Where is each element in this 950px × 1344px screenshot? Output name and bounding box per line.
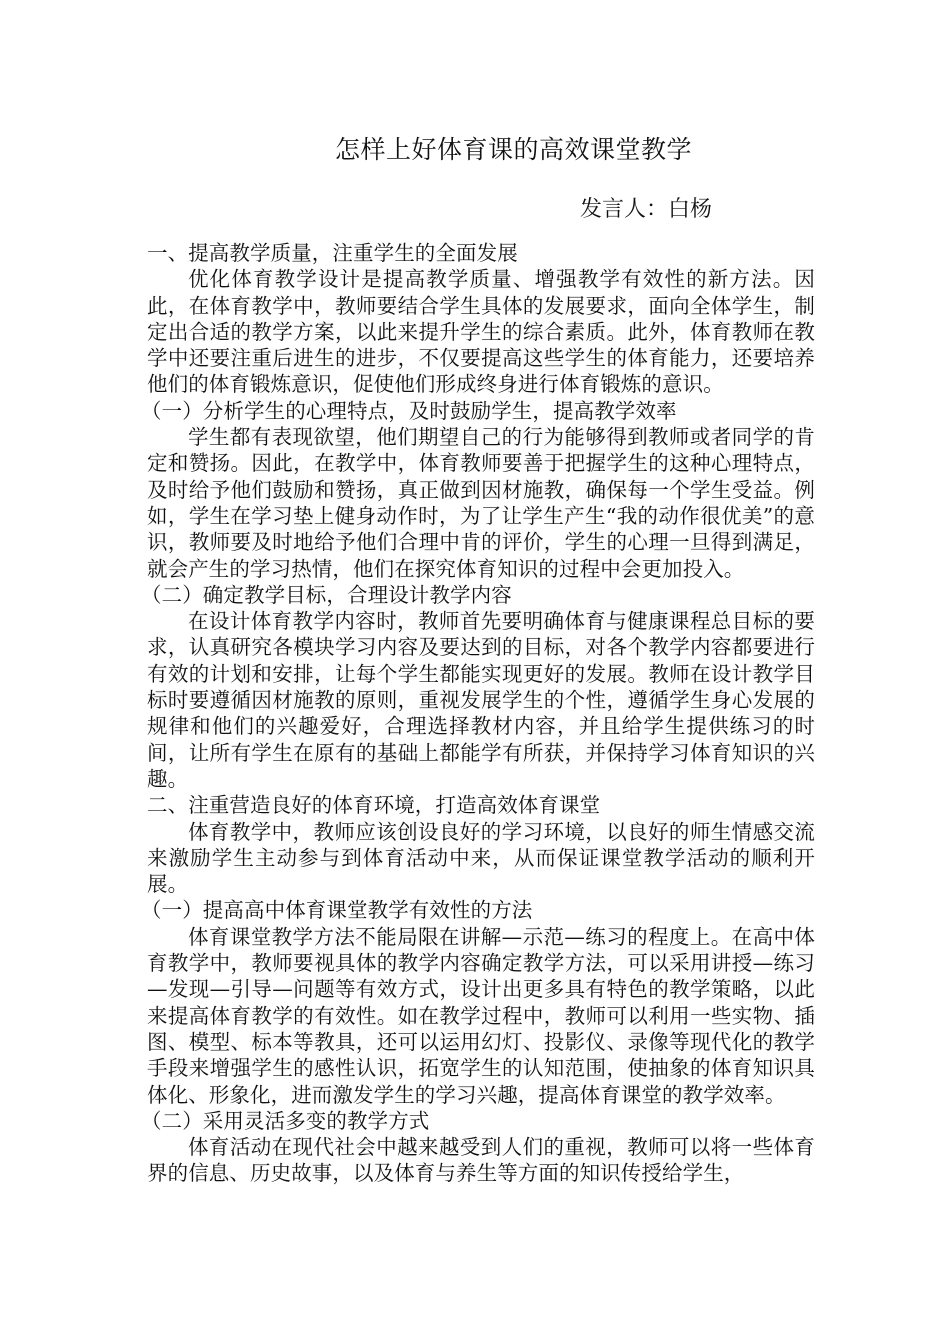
- body-paragraph: 体育活动在现代社会中越来越受到人们的重视，教师可以将一些体育界的信息、历史故事，以及体育与养生等方面的知识传授给学生，: [147, 1135, 815, 1186]
- body-paragraph: 优化体育教学设计是提高教学质量、增强教学有效性的新方法。因此，在体育教学中，教师要结合学生具体的发展要求，面向全体学生，制定出合适的教学方案，以此来提升学生的综合素质。此外，体育教师在教学中还要注重后进生的进步，不仅要提高这些学生的体育能力，还要培养他们的体育锻炼意识，促使他们形成终身进行体育锻炼的意识。: [147, 267, 815, 397]
- subsection-heading: （二）确定教学目标，合理设计教学内容: [141, 582, 512, 607]
- document-body: [141, 240, 815, 1187]
- body-paragraph: 体育教学中，教师应该创设良好的学习环境，以良好的师生情感交流来激励学生主动参与到体育活动中来，从而保证课堂教学活动的顺利开展。: [147, 819, 815, 897]
- body-paragraph: 体育课堂教学方法不能局限在讲解—示范—练习的程度上。在高中体育教学中，教师要视具体的教学内容确定教学方法，可以采用讲授—练习—发现—引导—问题等有效方式，设计出更多具有特色的教学策略，以此来提高体育教学的有效性。如在教学过程中，教师可以利用一些实物、插图、模型、标本等教具，还可以运用幻灯、投影仪、录像等现代化的教学手段来增强学生的感性认识，拓宽学生的认知范围，使抽象的体育知识具体化、形象化，进而激发学生的学习兴趣，提高体育课堂的教学效率。: [147, 924, 815, 1107]
- section-heading: 二、注重营造良好的体育环境，打造高效体育课堂: [147, 793, 601, 818]
- body-paragraph: 学生都有表现欲望，他们期望自己的行为能够得到教师或者同学的肯定和赞扬。因此，在教学中，体育教师要善于把握学生的这种心理特点，及时给予他们鼓励和赞扬，真正做到因材施教，确保每一个学生受益。例如，学生在学习垫上健身动作时，为了让学生产生“我的动作很优美”的意识，教师要及时地给予他们合理中肯的评价，学生的心理一旦得到满足，就会产生的学习热情，他们在探究体育知识的过程中会更加投入。: [147, 425, 815, 581]
- section-heading: 一、提高教学质量，注重学生的全面发展: [147, 241, 518, 265]
- document-title: 怎样上好体育课的高效课堂教学: [335, 135, 693, 164]
- subsection-heading: （一）提高高中体育课堂教学有效性的方法: [141, 898, 533, 923]
- body-paragraph: 在设计体育教学内容时，教师首先要明确体育与健康课程总目标的要求，认真研究各模块学习内容及要达到的目标，对各个教学内容都要进行有效的计划和安排，让每个学生都能实现更好的发展。教师在设计教学目标时要遵循因材施教的原则，重视发展学生的个性，遵循学生身心发展的规律和他们的兴趣爱好，合理选择教材内容，并且给学生提供练习的时间，让所有学生在原有的基础上都能学有所获，并保持学习体育知识的兴趣。: [147, 609, 815, 791]
- subsection-heading: （二）采用灵活多变的教学方式: [141, 1108, 430, 1133]
- subsection-heading: （一）分析学生的心理特点，及时鼓励学生，提高教学效率: [141, 398, 677, 423]
- speaker-line: 发言人：白杨: [580, 197, 713, 222]
